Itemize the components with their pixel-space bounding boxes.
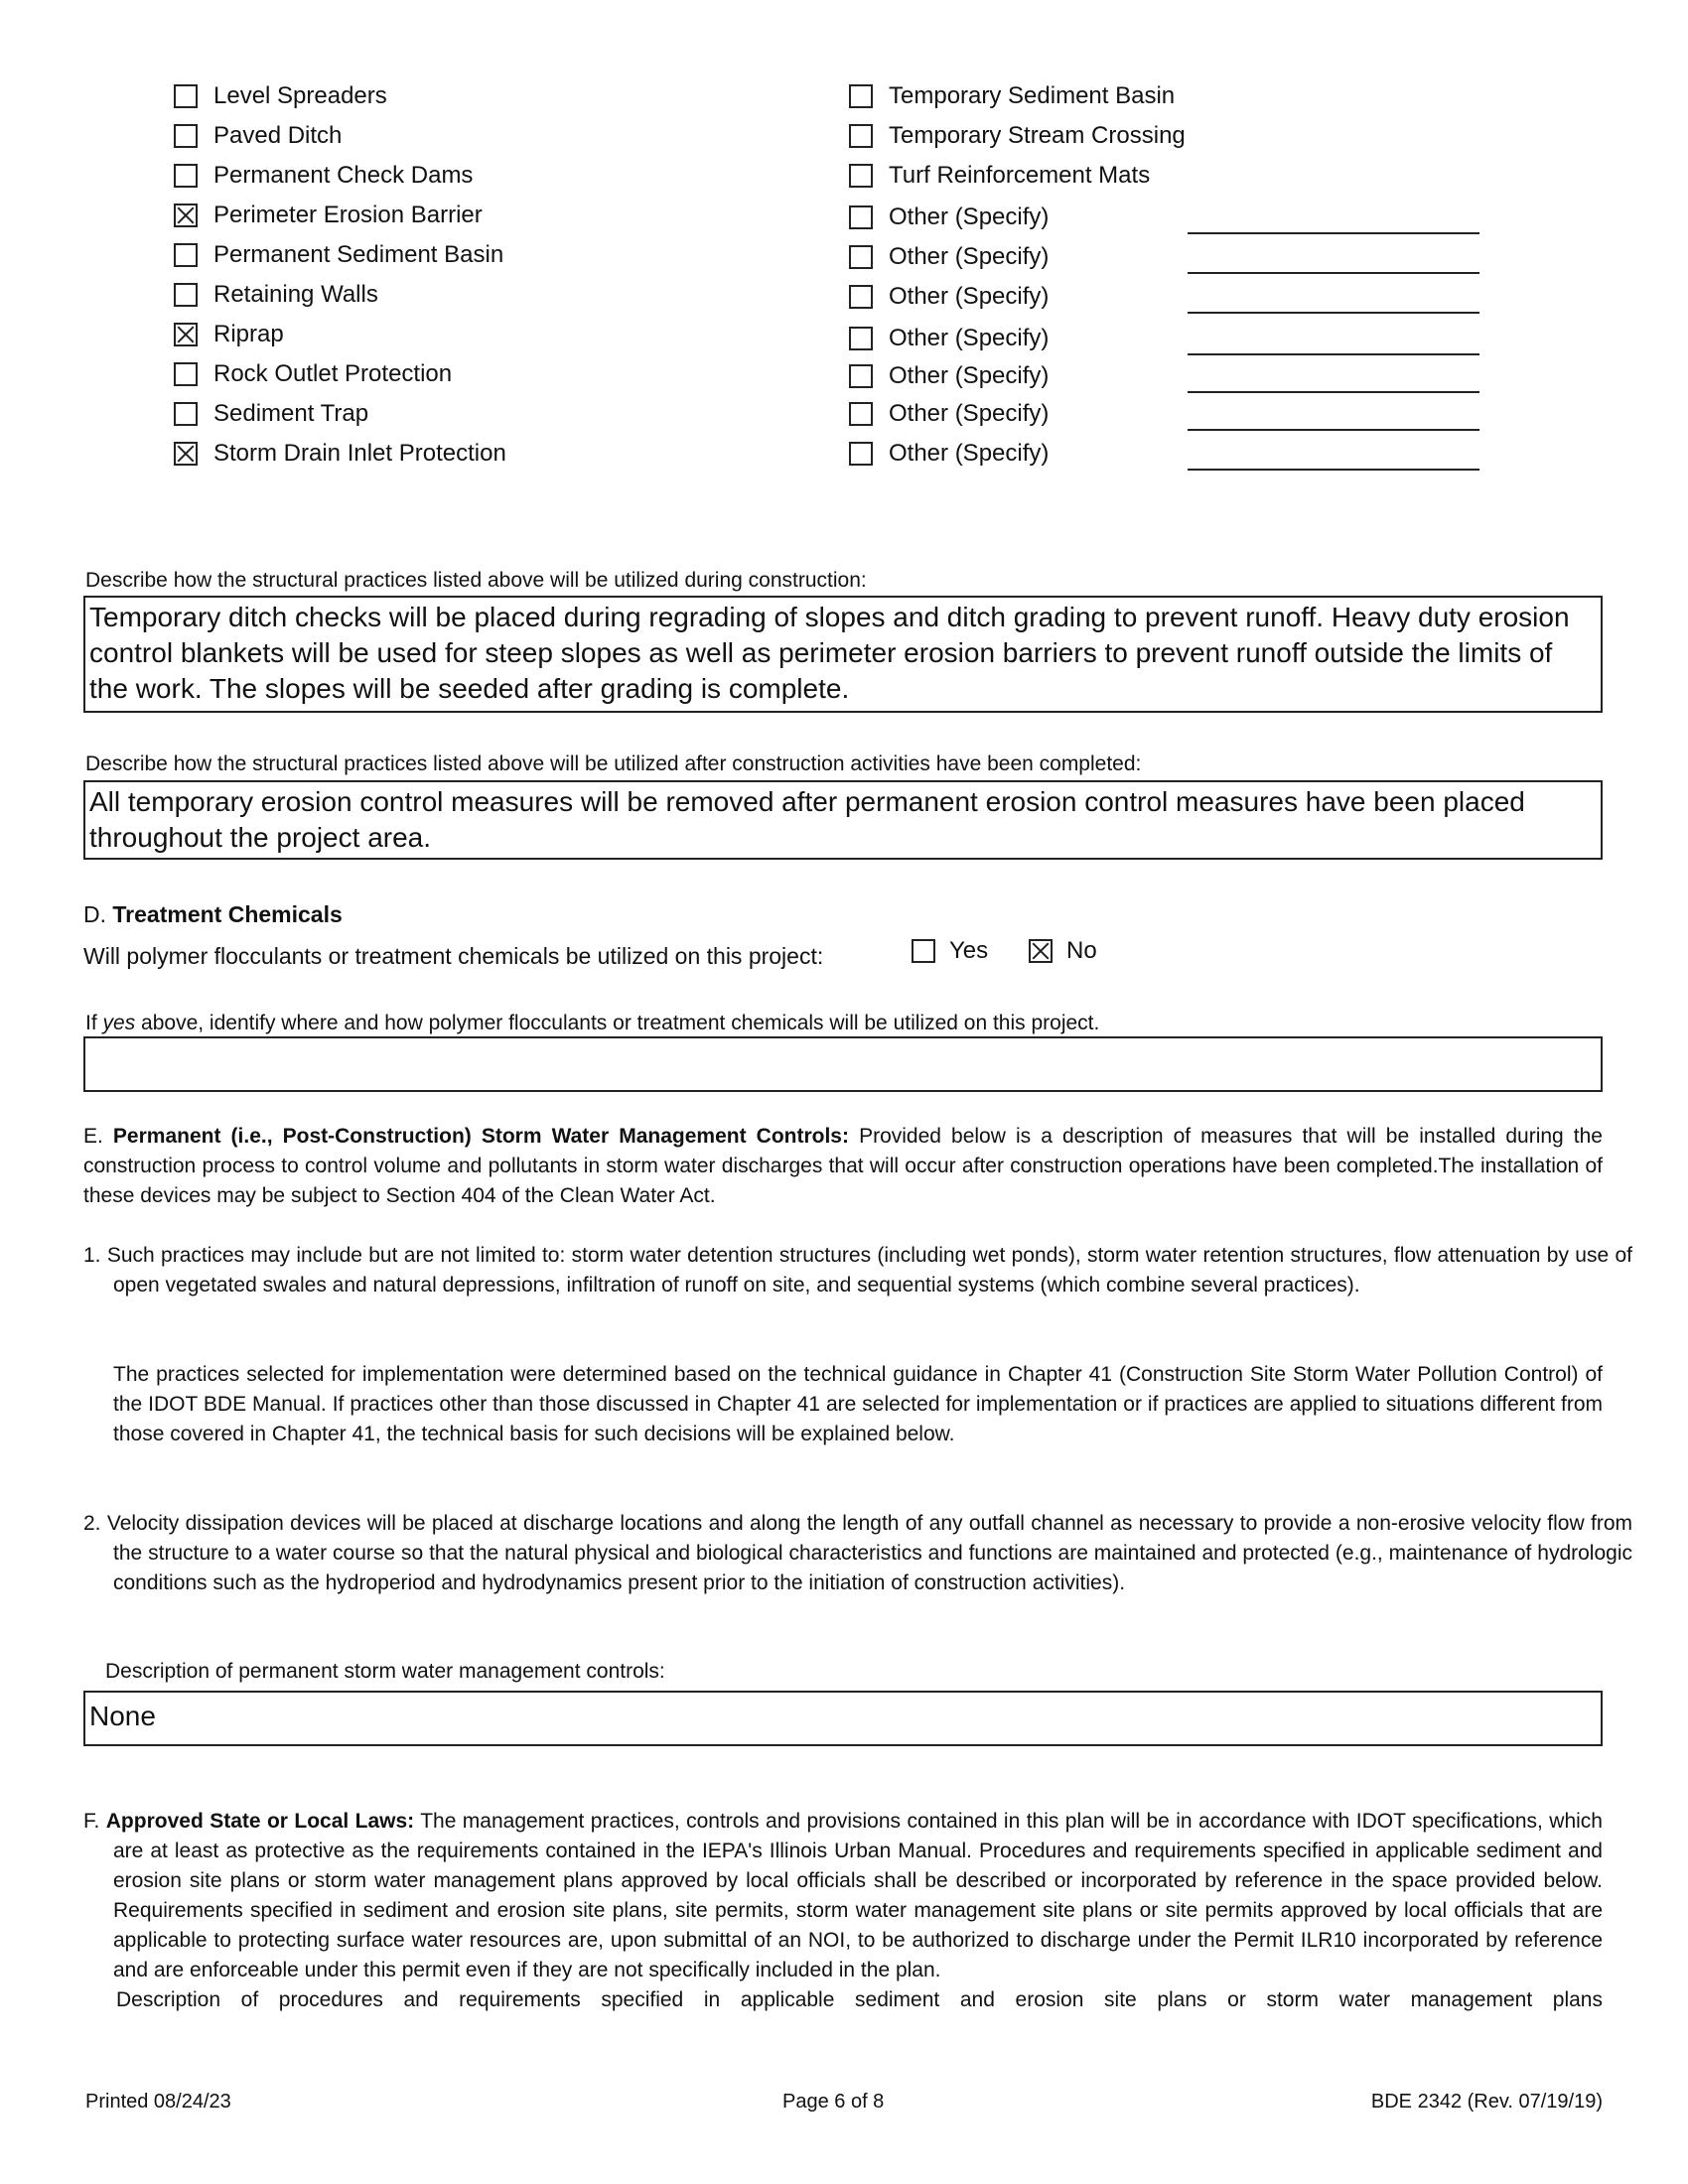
section-e-item-1-guidance: The practices selected for implementation were determined based on the technical guidance in Chapter 41 (Construction Site Storm Water Pollution Control) of the IDOT BDE Manual. If practices other than those discussed in Chapter 41 are selected for implementation or if practices are applied to situations different from those covered in Chapter 41, the technical basis for such decisions will be explained below. <box>113 1363 1603 1445</box>
right-checkbox-7[interactable] <box>849 327 873 350</box>
if-yes-prompt-italic: yes <box>102 1012 136 1034</box>
section-f-letter: F. <box>83 1810 100 1833</box>
chemicals-question: Will polymer flocculants or treatment chemicals be utilized on this project: <box>83 943 824 969</box>
right-option-10[interactable] <box>849 438 1049 470</box>
no-option[interactable] <box>1029 935 1097 967</box>
right-checkbox-10[interactable] <box>849 442 873 466</box>
left-label-10: Storm Drain Inlet Protection <box>213 440 506 467</box>
left-checkbox-9[interactable] <box>174 402 198 426</box>
section-e-intro <box>83 1122 1603 1211</box>
left-label-1: Level Spreaders <box>213 82 387 109</box>
section-d-letter: D. <box>83 901 106 927</box>
if-yes-answer <box>85 1038 1601 1042</box>
section-f-body <box>83 1807 1603 2015</box>
footer-page-number: Page 6 of 8 <box>782 2091 885 2113</box>
left-checkbox-6[interactable] <box>174 283 198 307</box>
left-label-9: Sediment Trap <box>213 400 369 427</box>
right-label-1: Temporary Sediment Basin <box>889 82 1176 109</box>
right-checkbox-6[interactable] <box>849 285 873 309</box>
if-yes-prompt-pre: If <box>85 1012 97 1034</box>
right-label-7: Other (Specify) <box>889 325 1050 351</box>
right-label-3: Turf Reinforcement Mats <box>889 162 1151 189</box>
left-checkbox-8[interactable] <box>174 362 198 386</box>
section-e-item-2: 2. Velocity dissipation devices will be placed at discharge locations and along the length of any outfall channel as necessary to provide a non-erosive velocity flow from the structure to a water course so that the natural physical and biological characteristics and functions are maintained and protected (e.g., maintenance of hydrologic conditions such as the hydroperiod and hydrodynamics present prior to the initiation of construction activities). <box>83 1512 1632 1594</box>
right-label-4: Other (Specify) <box>889 204 1050 230</box>
right-option-1[interactable] <box>849 80 1175 112</box>
no-checkbox[interactable] <box>1029 939 1053 963</box>
right-option-2[interactable] <box>849 120 1186 152</box>
specify-line-4[interactable] <box>1188 231 1479 234</box>
right-checkbox-4[interactable] <box>849 205 873 229</box>
section-f-title: Approved State or Local Laws: <box>105 1810 415 1833</box>
footer-printed-date: Printed 08/24/23 <box>85 2091 231 2113</box>
left-checkbox-2[interactable] <box>174 124 198 148</box>
specify-line-7[interactable] <box>1188 352 1479 355</box>
right-option-7[interactable] <box>849 323 1049 354</box>
right-option-3[interactable] <box>849 160 1150 192</box>
left-label-4: Perimeter Erosion Barrier <box>213 202 483 228</box>
left-option-9[interactable] <box>174 398 368 430</box>
left-checkbox-10[interactable] <box>174 442 198 466</box>
yes-checkbox[interactable] <box>912 939 935 963</box>
right-option-8[interactable] <box>849 360 1049 392</box>
right-option-6[interactable] <box>849 281 1049 313</box>
section-e-intro-text: Provided below is a description of measures that will be installed during the construction process to control volume and pollutants in storm water discharges that will occur after construction operations have been completed.The installation of these devices may be subject to Section 404 of the Clean Water Act. <box>83 1125 1603 1207</box>
section-d-heading <box>83 901 343 928</box>
left-option-5[interactable] <box>174 239 503 271</box>
right-option-4[interactable] <box>849 202 1049 233</box>
left-checkbox-4[interactable] <box>174 204 198 227</box>
section-d-title: Treatment Chemicals <box>112 901 343 927</box>
during-construction-prompt: Describe how the structural practices listed above will be utilized during construction: <box>85 569 867 592</box>
right-checkbox-9[interactable] <box>849 402 873 426</box>
during-construction-answer: Temporary ditch checks will be placed during regrading of slopes and ditch grading to prevent runoff. Heavy duty erosion control blankets will be used for steep slopes as well as perimeter erosion barriers to prevent runoff outside the limits of the work. The slopes will be seeded after grading is complete. <box>89 602 1570 704</box>
left-label-6: Retaining Walls <box>213 281 378 308</box>
right-label-5: Other (Specify) <box>889 243 1050 270</box>
right-label-6: Other (Specify) <box>889 283 1050 310</box>
right-option-9[interactable] <box>849 398 1049 430</box>
left-option-3[interactable] <box>174 160 473 192</box>
footer-form-number: BDE 2342 (Rev. 07/19/19) <box>1370 2091 1603 2113</box>
left-option-1[interactable] <box>174 80 387 112</box>
left-label-3: Permanent Check Dams <box>213 162 474 189</box>
if-yes-prompt-post: above, identify where and how polymer flocculants or treatment chemicals will be utilized on this project. <box>141 1012 1100 1034</box>
left-option-6[interactable] <box>174 279 378 311</box>
right-checkbox-8[interactable] <box>849 364 873 388</box>
specify-line-9[interactable] <box>1188 428 1479 431</box>
permanent-controls-prompt: Description of permanent storm water management controls: <box>105 1660 665 1683</box>
no-label: No <box>1066 937 1097 964</box>
specify-line-5[interactable] <box>1188 271 1479 274</box>
during-construction-field[interactable] <box>83 596 1603 713</box>
specify-line-6[interactable] <box>1188 311 1479 314</box>
left-option-10[interactable] <box>174 438 506 470</box>
right-option-5[interactable] <box>849 241 1049 273</box>
left-label-5: Permanent Sediment Basin <box>213 241 504 268</box>
permanent-controls-field[interactable] <box>83 1691 1603 1746</box>
right-label-2: Temporary Stream Crossing <box>889 122 1186 149</box>
left-label-7: Riprap <box>213 321 284 347</box>
left-option-2[interactable] <box>174 120 342 152</box>
specify-line-8[interactable] <box>1188 390 1479 393</box>
if-yes-prompt <box>85 1012 1099 1035</box>
after-construction-answer: All temporary erosion control measures will be removed after permanent erosion control measures have been placed throughout the project area. <box>89 786 1525 853</box>
left-option-4[interactable] <box>174 200 483 231</box>
right-checkbox-1[interactable] <box>849 84 873 108</box>
left-label-8: Rock Outlet Protection <box>213 360 453 387</box>
section-e-letter: E. <box>83 1125 103 1148</box>
section-f-last-line: Description of procedures and requirements specified in applicable sediment and erosion site plans or storm water management plans <box>116 1988 1603 2011</box>
left-checkbox-5[interactable] <box>174 243 198 267</box>
after-construction-prompt: Describe how the structural practices listed above will be utilized after construction activities have been completed: <box>85 752 1142 775</box>
if-yes-field[interactable] <box>83 1036 1603 1092</box>
specify-line-10[interactable] <box>1188 468 1479 471</box>
right-checkbox-5[interactable] <box>849 245 873 269</box>
section-e-title: Permanent (i.e., Post-Construction) Storm Water Management Controls: <box>112 1125 849 1148</box>
left-option-7[interactable] <box>174 319 284 350</box>
left-label-2: Paved Ditch <box>213 122 343 149</box>
left-checkbox-7[interactable] <box>174 323 198 346</box>
left-option-8[interactable] <box>174 358 452 390</box>
section-e-item-1: 1. Such practices may include but are not limited to: storm water detention structures (including wet ponds), storm water retention structures, flow attenuation by use of open vegetated swales and natural depressions, infiltration of runoff on site, and sequential systems (which combine several practices). <box>83 1244 1632 1297</box>
right-label-9: Other (Specify) <box>889 400 1050 427</box>
section-f-paragraph <box>83 1807 1603 1985</box>
right-label-10: Other (Specify) <box>889 440 1050 467</box>
after-construction-field[interactable] <box>83 780 1603 860</box>
left-checkbox-1[interactable] <box>174 84 198 108</box>
section-f-text: The management practices, controls and provisions contained in this plan will be in accordance with IDOT specifications, which are at least as protective as the requirements contained in the IEPA's Illinois Urban Manual. Procedures and requirements specified in applicable sediment and erosion site plans or storm water management plans approved by local officials shall be described or incorporated by reference in the space provided below. Requirements specified in sediment and erosion site plans, site permits, storm water management site plans or site permits approved by local officials that are applicable to protecting surface water resources are, upon submittal of an NOI, to be authorized to discharge under the Permit ILR10 incorporated by reference and are enforceable under this permit even if they are not specifically included in the plan. <box>113 1810 1603 1981</box>
yes-label: Yes <box>949 937 989 964</box>
yes-option[interactable] <box>912 935 988 967</box>
right-checkbox-2[interactable] <box>849 124 873 148</box>
permanent-controls-answer: None <box>89 1701 156 1731</box>
right-label-8: Other (Specify) <box>889 362 1050 389</box>
right-checkbox-3[interactable] <box>849 164 873 188</box>
left-checkbox-3[interactable] <box>174 164 198 188</box>
